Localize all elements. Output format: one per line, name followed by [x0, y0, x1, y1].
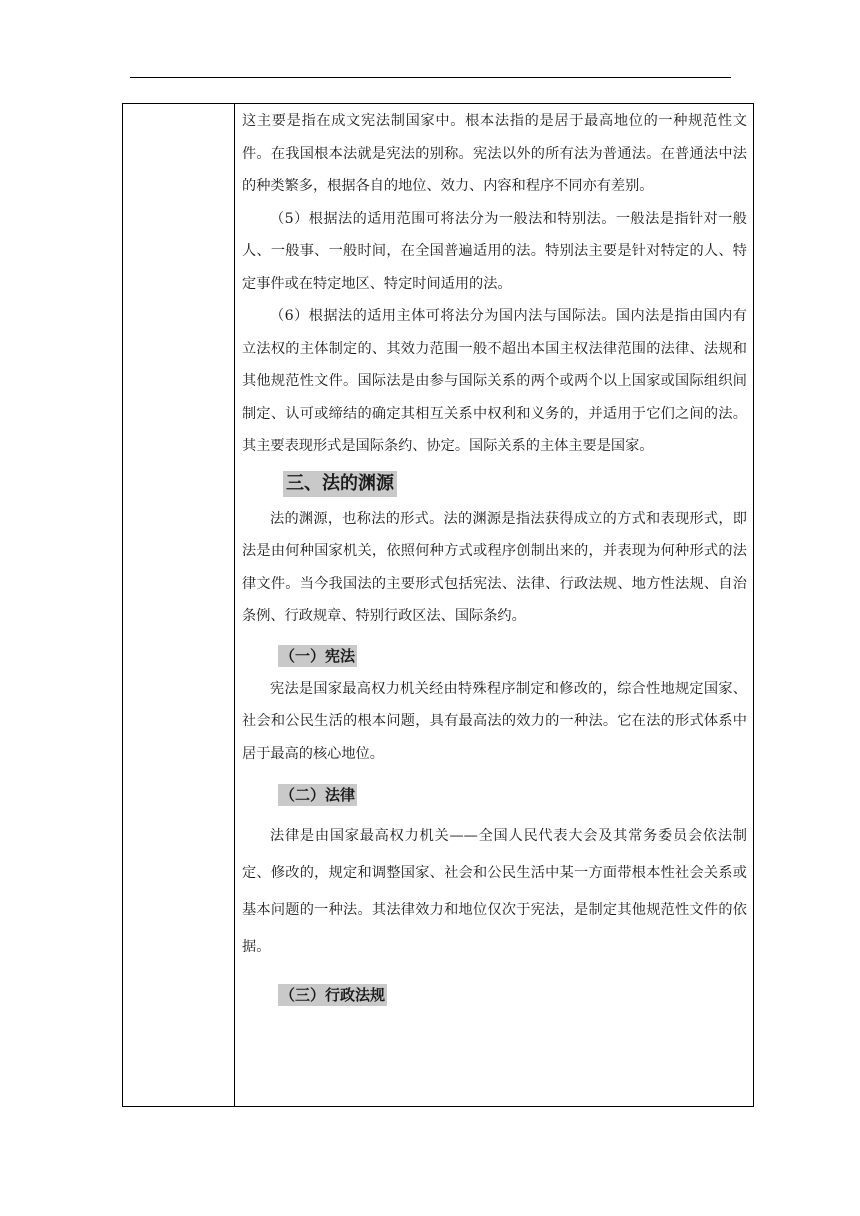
paragraph-law-sources: 法的渊源，也称法的形式。法的渊源是指法获得成立的方式和表现形式，即法是由何种国家机关，依照何种方式或程序创制出来的，并表现为何种形式的法律文件。当今我国法的主要形式包括宪法、法律、行政法规、地方性法规、自治条例、行政规章、特别行政区法、国际条约。: [242, 510, 747, 624]
right-column-cell: [242, 104, 747, 1014]
paragraph-item-5: （5）根据法的适用范围可将法分为一般法和特别法。一般法是指针对一般人、一般事、一般时间，在全国普遍适用的法。特别法主要是针对特定的人、特定事件或在特定地区、特定时间适用的法。: [242, 210, 747, 292]
section-heading-law-sources: 三、法的渊源: [283, 471, 397, 497]
paragraph-law: 法律是由国家最高权力机关——全国人民代表大会及其常务委员会依法制定、修改的，规定和调整国家、社会和公民生活中某一方面带根本性社会关系或基本问题的一种法。其法律效力和地位仅次于宪法，是制定其他规范性文件的依据。: [242, 828, 747, 955]
column-divider: [234, 104, 235, 1106]
content-table: [122, 103, 754, 1107]
paragraph-constitution: 宪法是国家最高权力机关经由特殊程序制定和修改的，综合性地规定国家、社会和公民生活的根本问题，具有最高法的效力的一种法。它在法的形式体系中居于最高的核心地位。: [242, 680, 747, 762]
paragraph-item-6: （6）根据法的适用主体可将法分为国内法与国际法。国内法是指由国内有立法权的主体制定的、其效力范围一般不超出本国主权法律范围的法律、法规和其他规范性文件。国际法是由参与国际关系的两个或两个以上国家或国际组织间制定、认可或缔结的确定其相互关系中权利和义务的，并适用于它们之间的法。其主要表现形式是国际条约、协定。国际关系的主体主要是国家。: [242, 308, 747, 454]
paragraph-intro: 这主要是指在成文宪法制国家中。根本法指的是居于最高地位的一种规范性文件。在我国根本法就是宪法的别称。宪法以外的所有法为普通法。在普通法中法的种类繁多，根据各自的地位、效力、内容和程序不同亦有差别。: [242, 113, 747, 194]
subheading-constitution: （一）宪法: [280, 646, 356, 665]
header-rule: [130, 77, 731, 78]
subheading-administrative-regulations: （三）行政法规: [280, 986, 386, 1004]
subheading-law: （二）法律: [280, 786, 356, 804]
left-column-cell: [123, 104, 234, 1106]
